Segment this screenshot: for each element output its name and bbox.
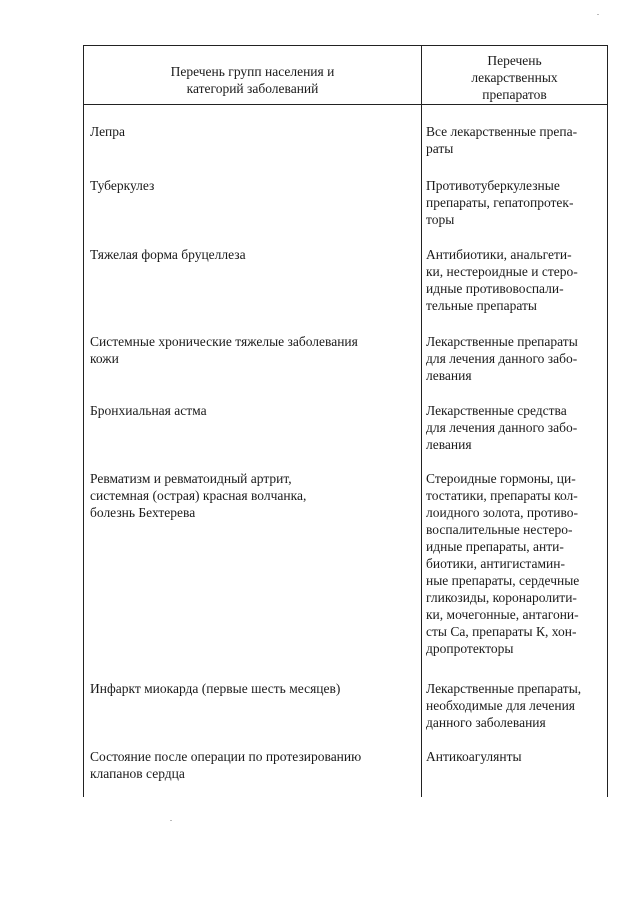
scan-speck: [597, 14, 599, 15]
row-4-disease: Системные хронические тяжелые заболевания кожи: [90, 334, 358, 366]
header-right-drugs-list: Перечень лекарственных препаратов: [471, 53, 558, 102]
column-divider: [421, 45, 422, 797]
row-6-drugs: Стероидные гормоны, ци- тостатики, препараты кол- лоидного золота, противо- воспалительные нестеро- идные препараты, анти- биотики, антигистамин- ные препараты, сердечные гликозиды, коронаролити- ки, мочегонные, антагони- сты Са, препараты К, хон- дропротекторы: [426, 471, 580, 656]
row-2-disease: Туберкулез: [90, 178, 155, 193]
header-rule: [83, 104, 608, 105]
row-5-drugs: Лекарственные средства для лечения данного забо- левания: [426, 403, 578, 452]
row-3-drugs: Антибиотики, анальгети- ки, нестероидные и стеро- идные противовоспали- тельные препараты: [426, 247, 578, 313]
row-4-drugs: Лекарственные препараты для лечения данного забо- левания: [426, 334, 578, 383]
row-7-drugs: Лекарственные препараты, необходимые для лечения данного заболевания: [426, 681, 582, 730]
scan-speck: [170, 820, 172, 821]
header-left-population-groups: Перечень групп населения и категорий заболеваний: [170, 64, 335, 96]
row-3-disease: Тяжелая форма бруцеллеза: [90, 247, 246, 262]
row-2-drugs: Противотуберкулезные препараты, гепатопротек- торы: [426, 178, 574, 227]
row-7-disease: Инфаркт миокарда (первые шесть месяцев): [90, 681, 341, 696]
row-5-disease: Бронхиальная астма: [90, 403, 207, 418]
row-6-disease: Ревматизм и ревматоидный артрит, системная (острая) красная волчанка, болезнь Бехтерева: [90, 471, 307, 520]
row-8-disease: Состояние после операции по протезированию клапанов сердца: [90, 749, 362, 781]
row-1-disease: Лепра: [90, 124, 126, 139]
row-1-drugs: Все лекарственные препа- раты: [426, 124, 578, 156]
row-8-drugs: Антикоагулянты: [426, 749, 522, 764]
